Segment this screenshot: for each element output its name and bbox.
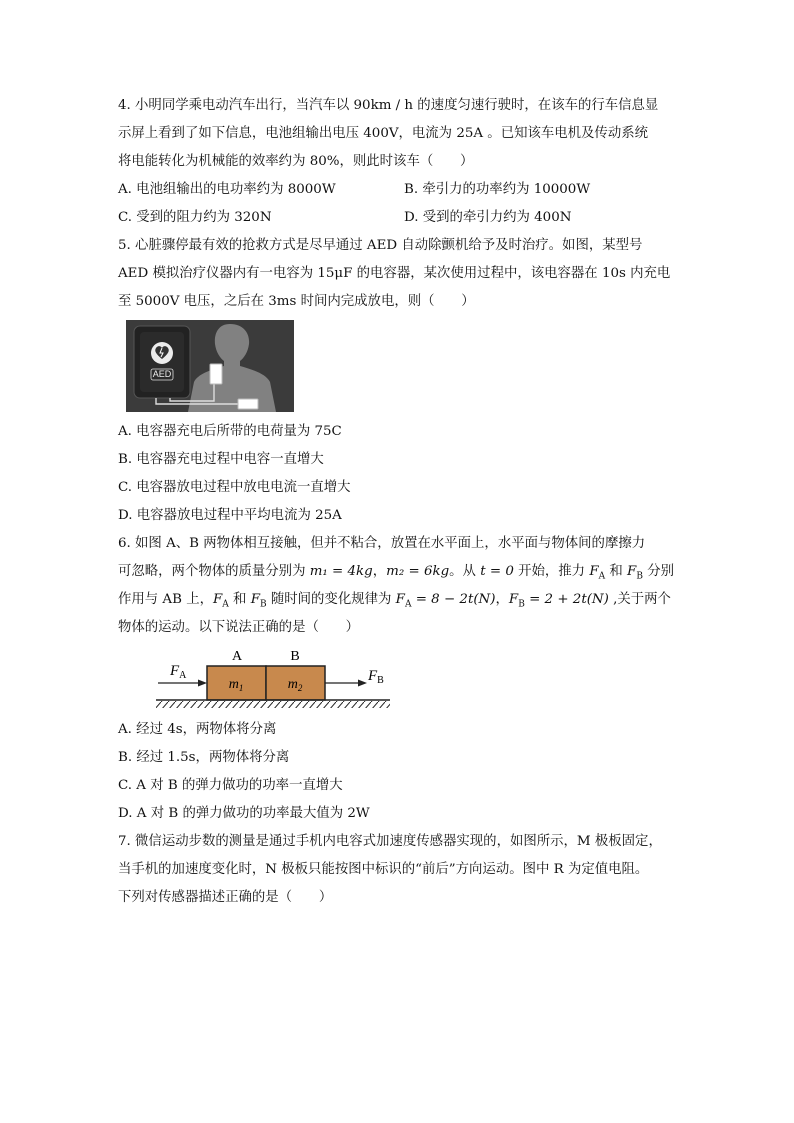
mass-1-equation: m₁ = 4kg bbox=[309, 564, 373, 579]
q6-stem-line1: 6. 如图 A、B 两物体相互接触，但并不粘合，放置在水平面上，水平面与物体间的摩擦力 bbox=[118, 536, 646, 551]
q6-option-c[interactable]: C. A 对 B 的弹力做功的功率一直增大 bbox=[118, 778, 343, 793]
question-7 bbox=[118, 828, 690, 912]
force-a-equation: = 8 − 2t(N) bbox=[411, 592, 496, 607]
q4-stem-line1: 4. 小明同学乘电动汽车出行，当汽车以 90km / h 的速度匀速行驶时，在该车的行车信息显 bbox=[118, 98, 659, 113]
q6-stem-line3: 作用与 AB 上，$F_A$ 和 $F_B$ 随时间的变化规律为 $F_A = 8 - 2t(N)$，$F_B = 2 + 2t(N)$ ,关于两个 bbox=[118, 592, 671, 610]
q5-stem-line3: 至 5000V 电压，之后在 3ms 时间内完成放电，则（ ） bbox=[118, 294, 475, 309]
q4-options-row2 bbox=[118, 204, 690, 232]
exam-page bbox=[118, 92, 690, 912]
q4-option-d[interactable]: D. 受到的牵引力约为 400N bbox=[404, 210, 572, 225]
electrode-pad-lower bbox=[238, 399, 258, 409]
force-a-arrow-icon bbox=[198, 680, 207, 687]
question-5 bbox=[118, 232, 690, 530]
q6-option-a[interactable]: A. 经过 4s，两物体将分离 bbox=[118, 722, 277, 737]
q5-option-b[interactable]: B. 电容器充电过程中电容一直增大 bbox=[118, 452, 324, 467]
block-b-mass-label: $m_2$ bbox=[287, 677, 303, 693]
mass-2-equation: m₂ = 6kg bbox=[386, 564, 450, 579]
question-4 bbox=[118, 92, 690, 232]
q4-option-a[interactable]: A. 电池组输出的电功率约为 8000W bbox=[118, 182, 336, 197]
q4-option-b[interactable]: B. 牵引力的功率约为 10000W bbox=[404, 182, 591, 197]
force-b-arrow-icon bbox=[358, 680, 367, 687]
question-6 bbox=[118, 530, 690, 828]
q7-stem-line2: 当手机的加速度变化时，N 极板只能按图中标识的“前后”方向运动。图中 R 为定值电阻。 bbox=[118, 862, 649, 877]
force-b-label: $F_B$ bbox=[368, 668, 384, 686]
blocks-diagram bbox=[154, 646, 404, 712]
block-b-label: B bbox=[290, 649, 300, 664]
q7-stem-line1: 7. 微信运动步数的测量是通过手机内电容式加速度传感器实现的，如图所示，M 极板固定， bbox=[118, 834, 662, 849]
q5-stem-line2: AED 模拟治疗仪器内有一电容为 15μF 的电容器，某次使用过程中，该电容器在 10s 内充电 bbox=[118, 266, 671, 281]
q5-option-a[interactable]: A. 电容器充电后所带的电荷量为 75C bbox=[118, 424, 342, 439]
q6-option-b[interactable]: B. 经过 1.5s，两物体将分离 bbox=[118, 750, 290, 765]
q5-stem-line1: 5. 心脏骤停最有效的抢救方式是尽早通过 AED 自动除颤机给予及时治疗。如图，某型号 bbox=[118, 238, 643, 253]
aed-figure bbox=[126, 320, 294, 412]
q4-stem-line2: 示屏上看到了如下信息，电池组输出电压 400V，电流为 25A 。已知该车电机及传动系统 bbox=[118, 126, 648, 141]
electrode-pad-upper bbox=[210, 364, 222, 384]
q4-option-c[interactable]: C. 受到的阻力约为 320N bbox=[118, 210, 272, 225]
q4-options-row1 bbox=[118, 176, 690, 204]
q7-stem-line3: 下列对传感器描述正确的是（ ） bbox=[118, 890, 333, 905]
q6-stem-line4: 物体的运动。以下说法正确的是（ ） bbox=[118, 620, 360, 635]
force-b-equation: = 2 + 2t(N) bbox=[524, 592, 609, 607]
aed-illustration bbox=[126, 320, 294, 412]
block-a-mass-label: $m_1$ bbox=[228, 677, 244, 693]
q6-stem-line2: 可忽略，两个物体的质量分别为 m₁ = 4kg，m₂ = 6kg。从 t = 0 开始，推力 $F_A$ 和 $F_B$ 分别 bbox=[118, 564, 674, 582]
q5-option-c[interactable]: C. 电容器放电过程中放电电流一直增大 bbox=[118, 480, 351, 495]
blocks-figure bbox=[154, 646, 404, 712]
q6-option-d[interactable]: D. A 对 B 的弹力做功的功率最大值为 2W bbox=[118, 806, 370, 821]
block-a-label: A bbox=[231, 649, 243, 664]
q4-stem-line3: 将电能转化为机械能的效率约为 80%，则此时该车（ ） bbox=[118, 154, 474, 169]
force-a-label: $F_A$ bbox=[170, 663, 187, 681]
aed-device-label: AED bbox=[152, 369, 172, 379]
q5-option-d[interactable]: D. 电容器放电过程中平均电流为 25A bbox=[118, 508, 342, 523]
